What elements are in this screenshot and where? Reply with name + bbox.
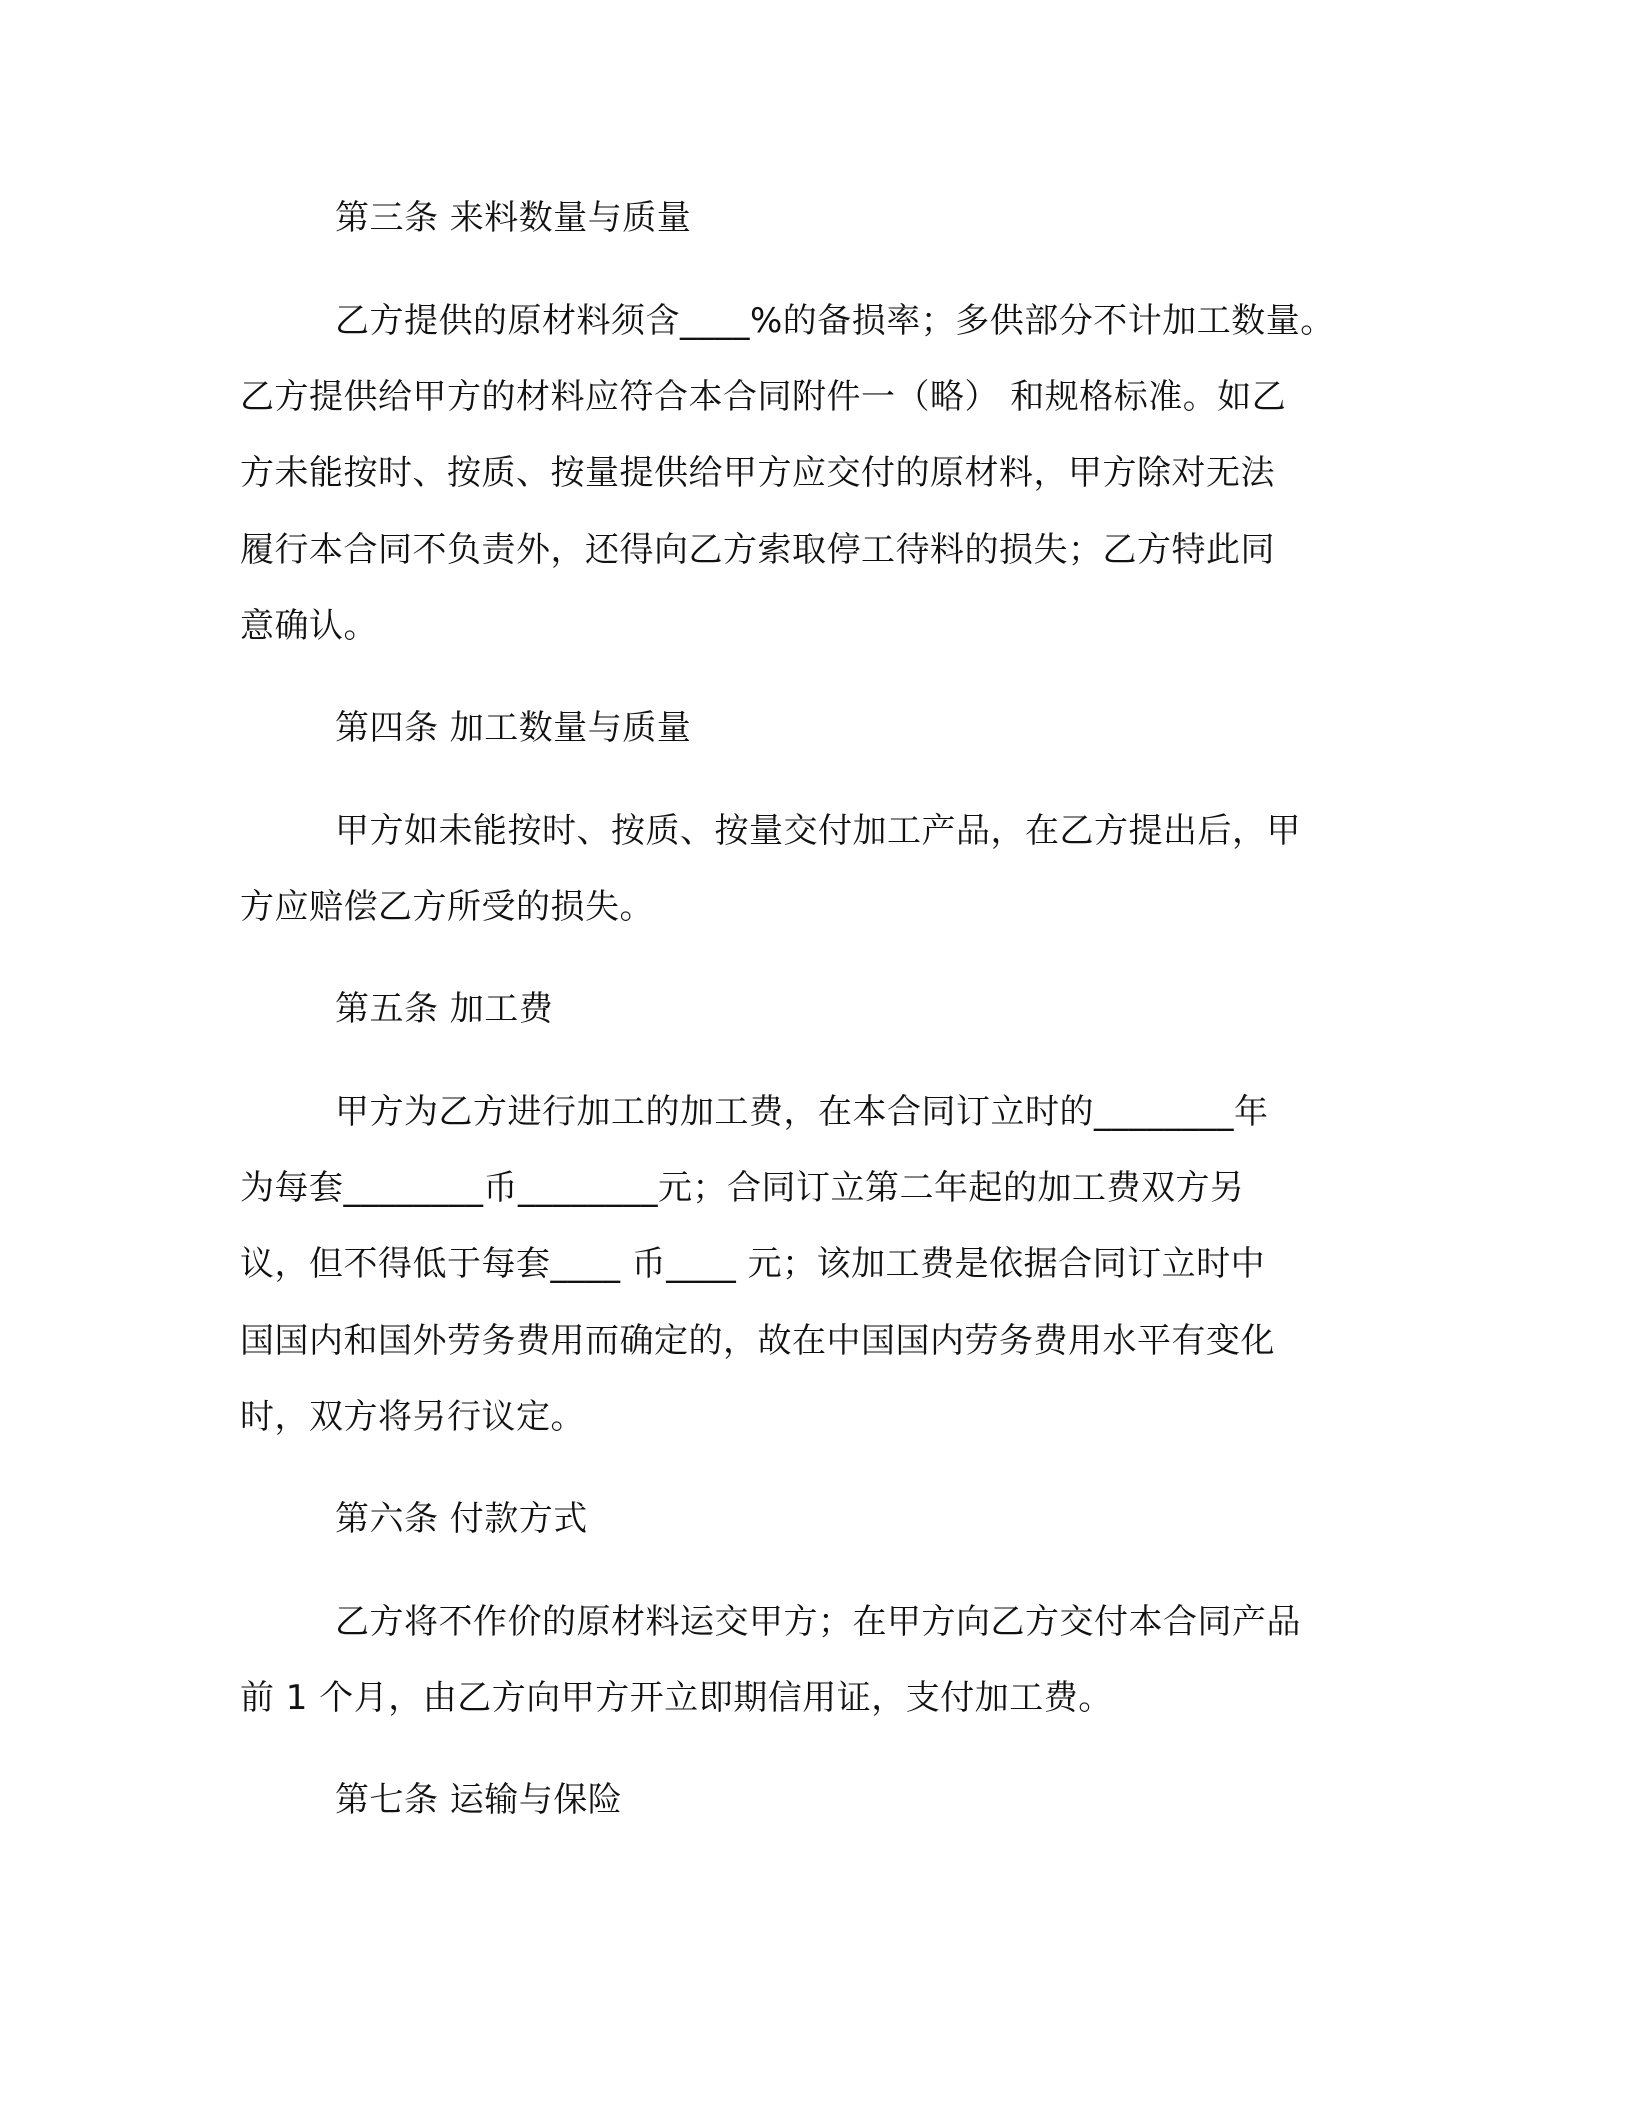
article-3-line-5: 意确认。 xyxy=(240,606,378,646)
article-3-line-4: 履行本合同不负责外，还得向乙方索取停工待料的损失；乙方特此同 xyxy=(240,530,1275,570)
article-3-line-3: 方未能按时、按质、按量提供给甲方应交付的原材料，甲方除对无法 xyxy=(240,453,1275,493)
article-6-heading: 第六条 付款方式 xyxy=(335,1499,588,1539)
article-5-line-1: 甲方为乙方进行加工的加工费，在本合同订立时的________年 xyxy=(335,1092,1269,1132)
article-4-line-2: 方应赔偿乙方所受的损失。 xyxy=(240,887,654,927)
article-7-heading: 第七条 运输与保险 xyxy=(335,1780,623,1820)
article-6-line-1: 乙方将不作价的原材料运交甲方；在甲方向乙方交付本合同产品 xyxy=(335,1602,1301,1642)
article-4-heading: 第四条 加工数量与质量 xyxy=(335,708,692,748)
article-3-heading: 第三条 来料数量与质量 xyxy=(335,198,692,238)
article-5-line-2: 为每套________币________元；合同订立第二年起的加工费双方另 xyxy=(240,1168,1245,1208)
article-6-line-2: 前 1 个月，由乙方向甲方开立即期信用证，支付加工费。 xyxy=(240,1678,1113,1718)
article-5-line-3: 议，但不得低于每套____ 币____ 元；该加工费是依据合同订立时中 xyxy=(240,1244,1266,1284)
article-3-line-1: 乙方提供的原材料须含____%的备损率；多供部分不计加工数量。 xyxy=(335,301,1335,341)
article-3-line-2: 乙方提供给甲方的材料应符合本合同附件一（略） 和规格标准。如乙 xyxy=(240,377,1287,417)
article-5-line-5: 时，双方将另行议定。 xyxy=(240,1397,585,1437)
article-5-line-4: 国国内和国外劳务费用而确定的，故在中国国内劳务费用水平有变化 xyxy=(240,1321,1275,1361)
article-5-heading: 第五条 加工费 xyxy=(335,989,554,1029)
article-4-line-1: 甲方如未能按时、按质、按量交付加工产品，在乙方提出后，甲 xyxy=(335,811,1301,851)
